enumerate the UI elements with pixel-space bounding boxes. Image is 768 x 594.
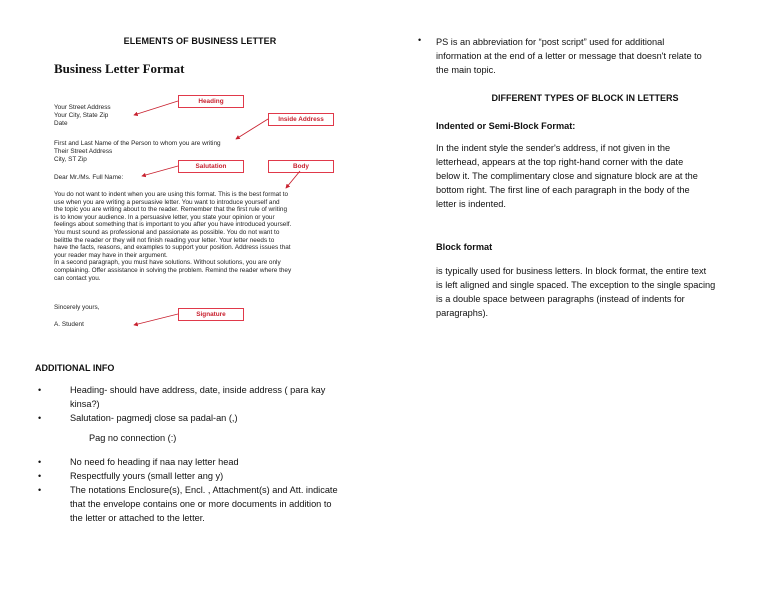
label-salutation: Salutation <box>178 160 244 173</box>
letter-recipient: First and Last Name of the Person to whom you are writing <box>54 140 221 147</box>
section-heading-elements: ELEMENTS OF BUSINESS LETTER <box>123 36 277 46</box>
connection-note: Pag no connection (:) <box>89 433 177 443</box>
ps-bullet <box>418 35 738 77</box>
bullet-icon: • <box>38 413 42 423</box>
letter-body-line: You must sound as professional and passionate as possible. You do not want to <box>54 228 280 236</box>
letter-body-line: belittle the reader or they will not finish reading your letter. Your letter needs to <box>54 236 275 244</box>
list-item: • No need fo heading if naa nay letter head <box>38 457 239 467</box>
bullet-icon: • <box>38 457 42 467</box>
letter-recipient-street: Their Street Address <box>54 148 113 155</box>
additional-info-list-b <box>38 455 373 525</box>
ps-line: PS is an abbreviation for “post script” used for additional <box>436 37 665 47</box>
arrow-heading <box>134 101 178 115</box>
bullet-icon: • <box>38 485 42 495</box>
additional-info-list-a <box>38 383 373 425</box>
block-types-title: DIFFERENT TYPES OF BLOCK IN LETTERS <box>491 93 679 103</box>
bullet-icon: • <box>38 385 42 395</box>
list-item: • Respectfully yours (small letter ang y) <box>38 471 224 481</box>
letter-body-line: complaining. Offer assistance in solving the problem. Remind the reader where they <box>54 266 292 274</box>
letter-body-line: You do not want to indent when you are using this format. This is the best format to <box>54 191 289 198</box>
letter-date: Date <box>54 120 68 127</box>
letter-body-line: use when you are writing a persuasive letter. You want to introduce yourself and <box>54 198 280 206</box>
ps-line: the main topic. <box>436 65 496 75</box>
indented-format-title: Indented or Semi-Block Format: <box>436 121 576 131</box>
letter-body-line: is to know your audience. In a persuasive letter, you state your opinion or your <box>54 213 275 221</box>
letter-body-line: your reader may have in their argument. <box>54 251 168 259</box>
list-item: • Heading- should have address, date, inside address ( para kay kinsa?) <box>38 385 326 409</box>
bullet-icon: • <box>38 471 42 481</box>
label-signature: Signature <box>178 308 244 321</box>
block-format-paragraph: is typically used for business letters. In block format, the entire text is left aligned and single spaced. The exception to the single spacing is a double space between paragraphs (instead of indents for paragraphs). <box>436 266 716 318</box>
letter-body-line: have the facts, reasons, and examples to support your position. Address issues that <box>54 244 291 252</box>
letter-closing: Sincerely yours, <box>54 304 100 311</box>
block-format-title: Block format <box>436 242 493 252</box>
letter-signature-name: A. Student <box>54 321 84 328</box>
indented-format-paragraph: In the indent style the sender's address, if not given in the letterhead, appears at the top right-hand corner with the date below it. The complimentary close and signature block are at the bottom right. The first line of each paragraph in the body of the letter is indented. <box>436 143 698 209</box>
letter-street: Your Street Address <box>54 104 111 111</box>
business-letter-format-title: Business Letter Format <box>54 61 185 76</box>
label-inside-address: Inside Address <box>268 113 334 126</box>
bullet-icon: • <box>418 35 422 45</box>
arrow-signature <box>134 314 178 325</box>
letter-recipient-city: City, ST Zip <box>54 156 87 163</box>
arrow-inside-address <box>236 119 268 139</box>
letter-body-line: feelings about something that is important to you after you have introduced yourself. <box>54 221 292 229</box>
letter-body-line: can contact you. <box>54 274 101 282</box>
label-heading: Heading <box>178 95 244 108</box>
ps-line: information at the end of a letter or message that doesn't relate to <box>436 51 702 61</box>
additional-info-title: ADDITIONAL INFO <box>35 363 115 373</box>
list-item: • Salutation- pagmedj close sa padal-an (,) <box>38 413 238 423</box>
letter-body-line: the topic you are writing about to the reader. Remember that the first rule of writing <box>54 206 288 214</box>
label-body: Body <box>268 160 334 173</box>
arrow-salutation <box>142 166 178 176</box>
letter-body-line: In a second paragraph, you must have solutions. Without solutions, you are only <box>54 259 281 267</box>
list-item: • The notations Enclosure(s), Encl. , Attachment(s) and Att. indicate that the envelope contains one or more documents in addition to the letter or attached to the letter. <box>38 485 338 523</box>
letter-city: Your City, State Zip <box>54 112 109 119</box>
arrow-body <box>286 171 300 188</box>
letter-salutation: Dear Mr./Ms. Full Name: <box>54 174 124 181</box>
